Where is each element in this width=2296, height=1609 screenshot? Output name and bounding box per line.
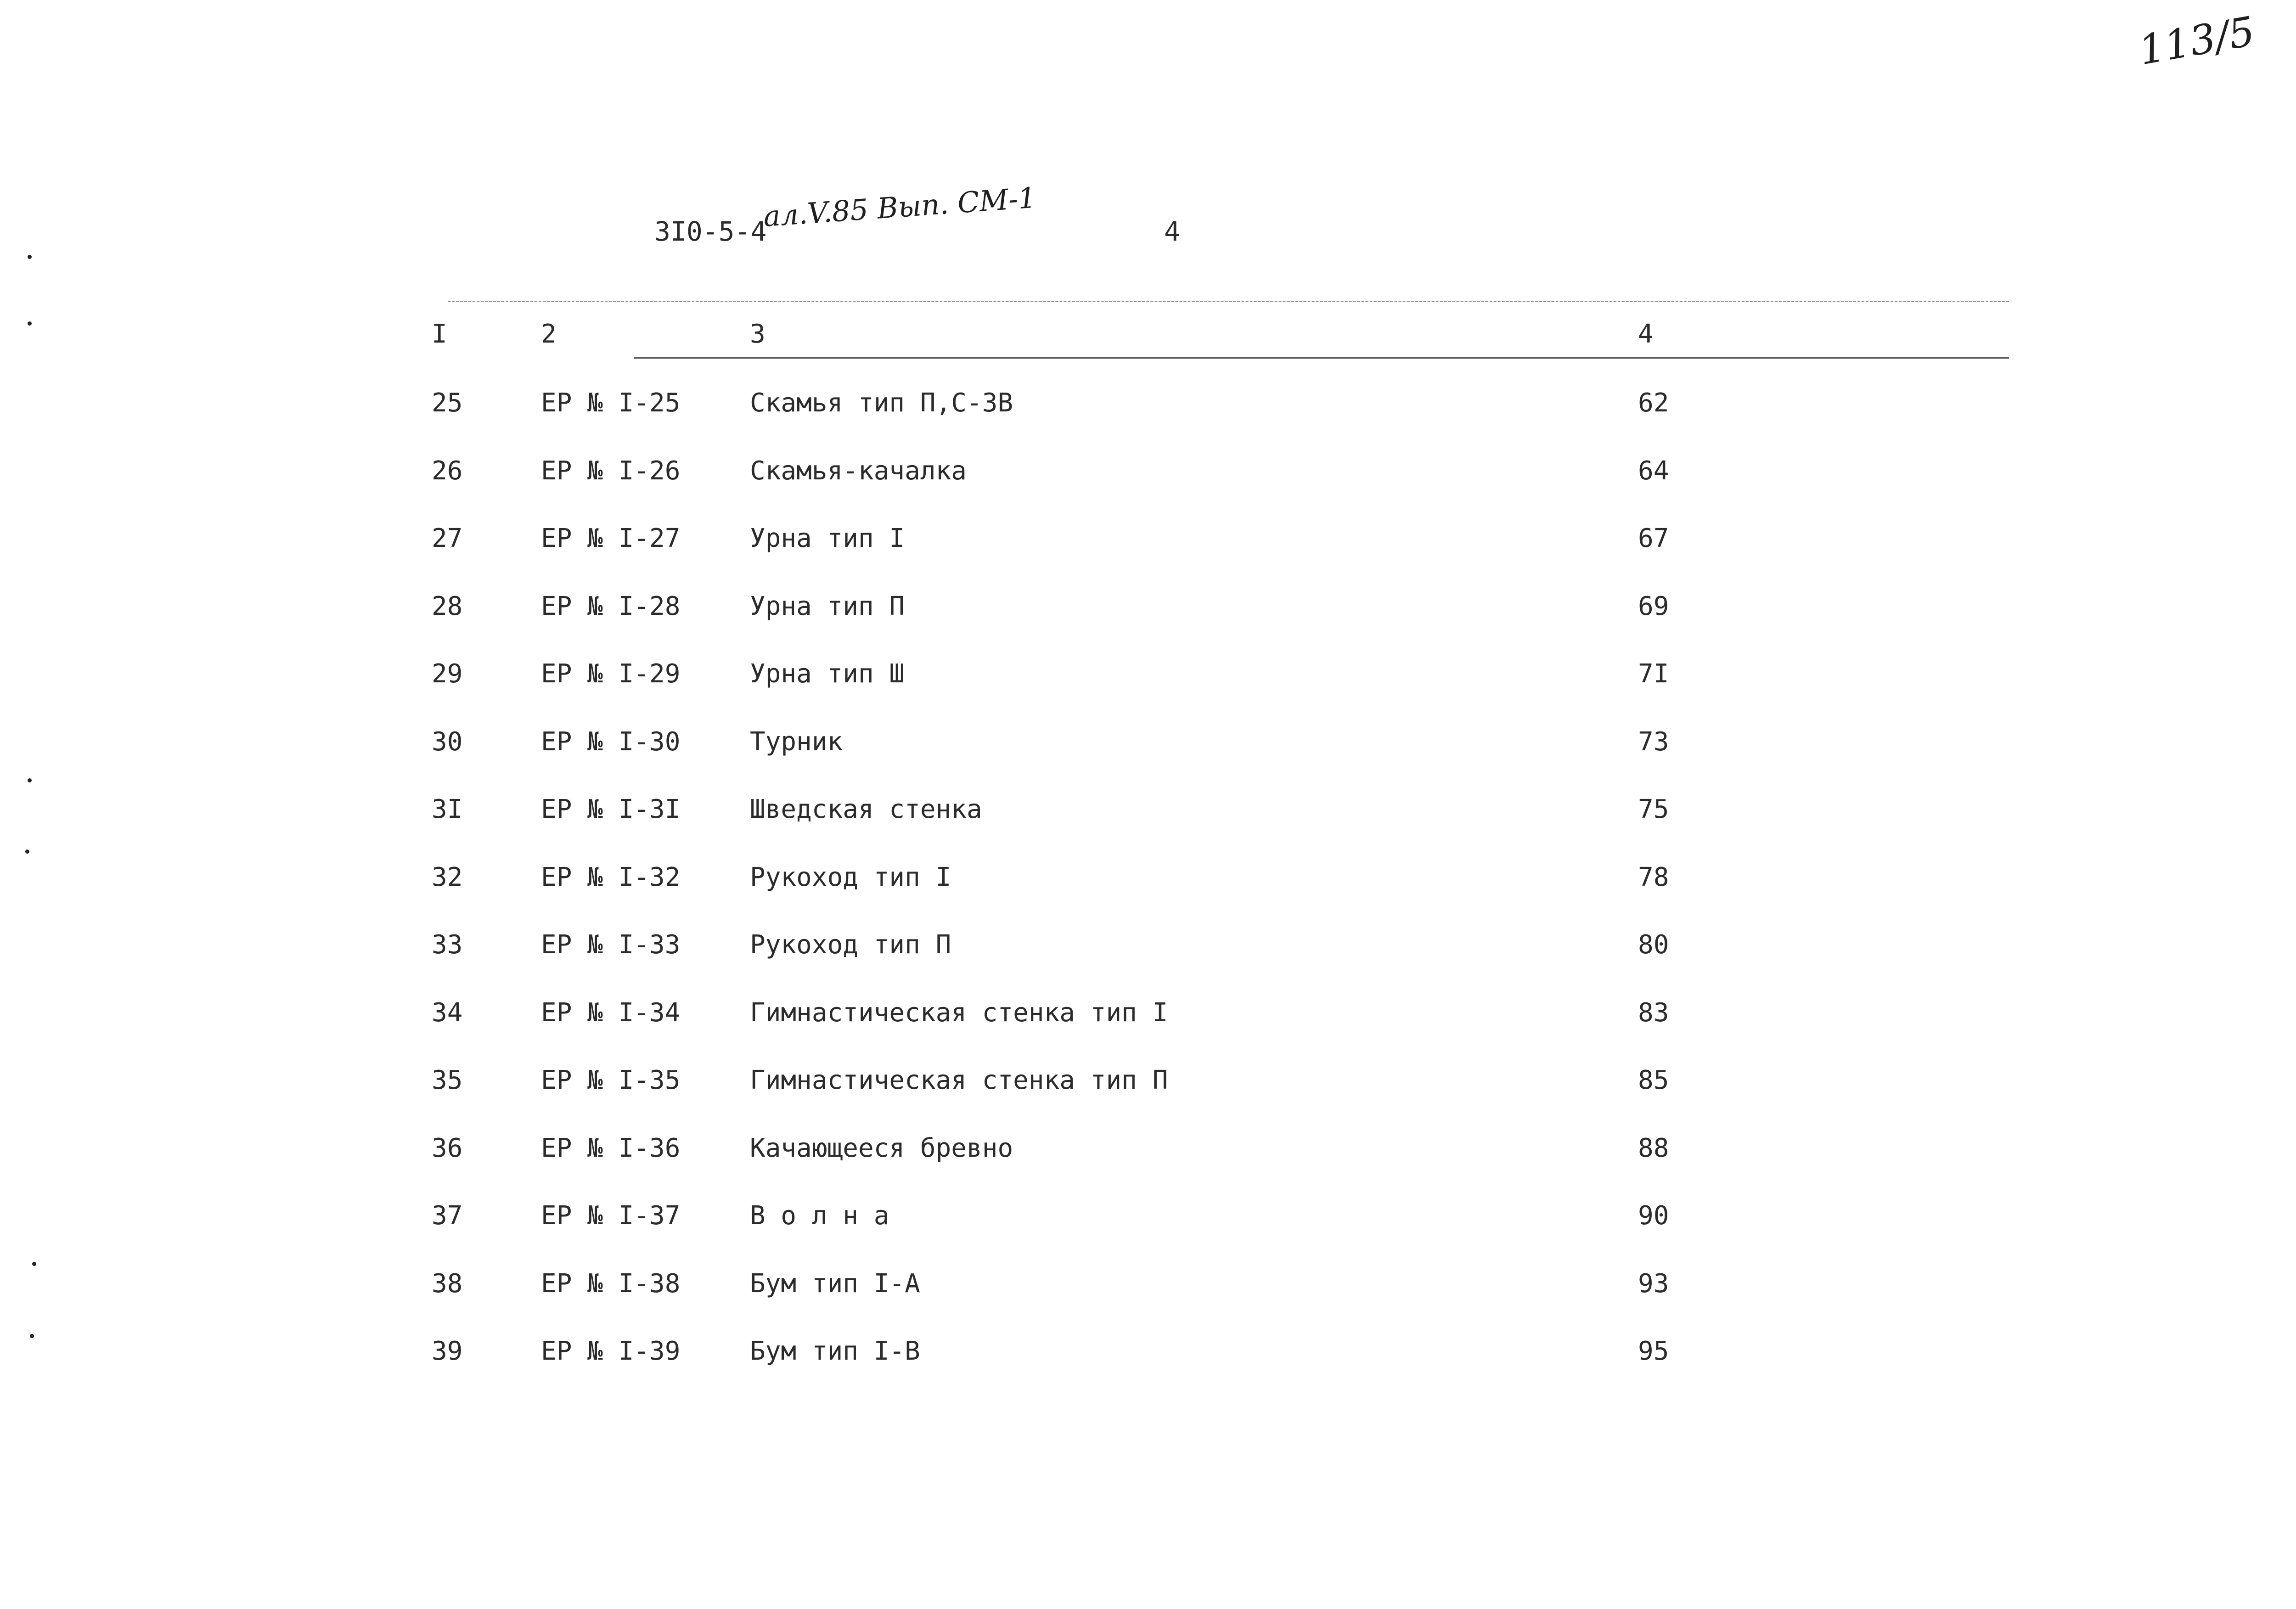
row-number: 28 [432, 591, 463, 621]
row-drawing-code: ЕР № I-39 [541, 1336, 681, 1366]
page-number: 4 [1164, 216, 1180, 247]
row-drawing-code: ЕР № I-38 [541, 1269, 681, 1299]
document-code: 3I0-5-4 [654, 216, 767, 247]
column-header-4: 4 [1638, 319, 1654, 349]
row-page: 67 [1638, 523, 1669, 553]
column-header-3: 3 [750, 319, 765, 349]
handwritten-album-note: ал.V.85 Вып. СМ-1 [762, 180, 1037, 233]
row-number: 39 [432, 1336, 463, 1366]
row-page: 75 [1638, 794, 1669, 824]
row-page: 7I [1638, 659, 1669, 689]
row-item-name: Турник [750, 727, 843, 757]
row-drawing-code: ЕР № I-37 [541, 1201, 681, 1231]
row-number: 27 [432, 523, 463, 553]
row-item-name: Бум тип I-В [750, 1336, 920, 1366]
row-page: 64 [1638, 456, 1669, 486]
row-item-name: Урна тип Ш [750, 659, 905, 689]
row-page: 90 [1638, 1201, 1669, 1231]
row-drawing-code: ЕР № I-28 [541, 591, 681, 621]
row-drawing-code: ЕР № I-30 [541, 727, 681, 757]
row-number: 37 [432, 1201, 463, 1231]
row-drawing-code: ЕР № I-34 [541, 998, 681, 1028]
row-page: 73 [1638, 727, 1669, 757]
row-number: 29 [432, 659, 463, 689]
row-item-name: В о л н а [750, 1201, 889, 1231]
row-page: 80 [1638, 930, 1669, 960]
row-number: 30 [432, 727, 463, 757]
row-item-name: Урна тип П [750, 591, 905, 621]
row-item-name: Рукоход тип I [750, 862, 951, 892]
header-bottom-rule [634, 357, 2009, 359]
column-header-2: 2 [541, 319, 557, 349]
row-item-name: Скамья тип П,С-ЗВ [750, 388, 1013, 418]
row-number: 38 [432, 1269, 463, 1299]
row-page: 85 [1638, 1065, 1669, 1095]
row-item-name: Шведская стенка [750, 794, 982, 824]
row-drawing-code: ЕР № I-35 [541, 1065, 681, 1095]
row-item-name: Бум тип I-А [750, 1269, 920, 1299]
row-number: 3I [432, 794, 463, 824]
row-drawing-code: ЕР № I-36 [541, 1133, 681, 1163]
row-drawing-code: ЕР № I-27 [541, 523, 681, 553]
handwritten-sheet-number: 113/5 [2135, 7, 2258, 74]
row-item-name: Рукоход тип П [750, 930, 951, 960]
row-number: 25 [432, 388, 463, 418]
row-number: 36 [432, 1133, 463, 1163]
row-number: 35 [432, 1065, 463, 1095]
row-page: 78 [1638, 862, 1669, 892]
row-item-name: Гимнастическая стенка тип П [750, 1065, 1168, 1095]
row-item-name: Скамья-качалка [750, 456, 967, 486]
row-drawing-code: ЕР № I-25 [541, 388, 681, 418]
row-number: 26 [432, 456, 463, 486]
row-item-name: Урна тип I [750, 523, 905, 553]
row-page: 69 [1638, 591, 1669, 621]
table-top-rule [448, 301, 2009, 302]
row-page: 62 [1638, 388, 1669, 418]
row-page: 83 [1638, 998, 1669, 1028]
row-item-name: Качающееся бревно [750, 1133, 1013, 1163]
row-drawing-code: ЕР № I-3I [541, 794, 681, 824]
row-number: 34 [432, 998, 463, 1028]
row-drawing-code: ЕР № I-33 [541, 930, 681, 960]
row-page: 88 [1638, 1133, 1669, 1163]
row-page: 93 [1638, 1269, 1669, 1299]
column-header-1: I [432, 319, 447, 349]
row-page: 95 [1638, 1336, 1669, 1366]
row-item-name: Гимнастическая стенка тип I [750, 998, 1168, 1028]
row-drawing-code: ЕР № I-26 [541, 456, 681, 486]
row-number: 33 [432, 930, 463, 960]
row-drawing-code: ЕР № I-32 [541, 862, 681, 892]
row-number: 32 [432, 862, 463, 892]
row-drawing-code: ЕР № I-29 [541, 659, 681, 689]
